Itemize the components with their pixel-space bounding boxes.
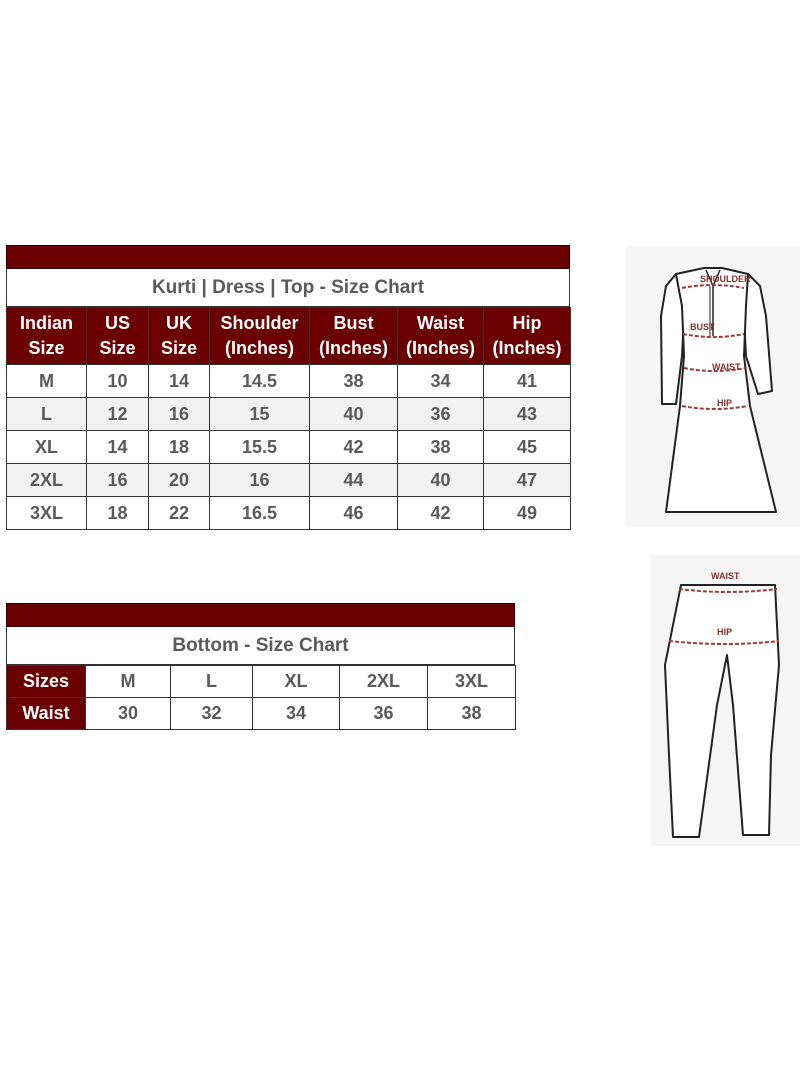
table-cell: 38 [398, 431, 484, 464]
table-cell: 22 [149, 497, 210, 530]
bottom-size-table [6, 665, 516, 730]
kurti-outline-icon [626, 246, 800, 527]
table-cell: 14.5 [210, 365, 310, 398]
table-cell: 3XL [428, 666, 516, 698]
table-cell: 3XL [7, 497, 87, 530]
table-cell: L [171, 666, 253, 698]
table-cell: 44 [310, 464, 398, 497]
table-row [7, 464, 571, 497]
table-cell: 20 [149, 464, 210, 497]
table-cell: 34 [253, 698, 340, 730]
table-cell: 47 [484, 464, 571, 497]
table-cell: 30 [86, 698, 171, 730]
table-cell: 16 [87, 464, 149, 497]
header-indian-size: Indian Size [7, 308, 87, 365]
table-cell: 32 [171, 698, 253, 730]
header-uk-size: UK Size [149, 308, 210, 365]
table-cell: 38 [310, 365, 398, 398]
bottom-chart-top-bar [6, 603, 515, 627]
table-cell: 49 [484, 497, 571, 530]
table-row [7, 365, 571, 398]
table-cell: 34 [398, 365, 484, 398]
table-cell: 15.5 [210, 431, 310, 464]
table-row [7, 497, 571, 530]
table-row [7, 431, 571, 464]
table-cell: 46 [310, 497, 398, 530]
table-cell: 2XL [7, 464, 87, 497]
table-cell: 14 [149, 365, 210, 398]
table-cell: 42 [310, 431, 398, 464]
table-cell: 14 [87, 431, 149, 464]
kurti-size-table [6, 307, 571, 530]
table-cell: 43 [484, 398, 571, 431]
table-cell: L [7, 398, 87, 431]
table-cell: M [7, 365, 87, 398]
table-cell: 42 [398, 497, 484, 530]
table-cell: 10 [87, 365, 149, 398]
pants-measurement-illustration [651, 555, 800, 846]
header-hip: Hip (Inches) [484, 308, 571, 365]
table-cell: 36 [398, 398, 484, 431]
header-shoulder: Shoulder (Inches) [210, 308, 310, 365]
table-cell: 45 [484, 431, 571, 464]
table-cell: XL [253, 666, 340, 698]
kurti-header-row [7, 308, 571, 365]
waist-label: Waist [7, 698, 86, 730]
table-cell: XL [7, 431, 87, 464]
bottom-size-chart [6, 603, 515, 730]
header-waist: Waist (Inches) [398, 308, 484, 365]
table-cell: 12 [87, 398, 149, 431]
table-cell: 36 [340, 698, 428, 730]
table-row [7, 666, 516, 698]
kurti-measurement-illustration [626, 246, 800, 527]
label-bust: BUST [690, 322, 715, 332]
table-cell: 18 [87, 497, 149, 530]
table-cell: 40 [398, 464, 484, 497]
label-shoulder: SHOULDER [700, 274, 751, 284]
label-pants-hip: HIP [717, 627, 733, 637]
table-cell: 16 [149, 398, 210, 431]
bottom-chart-title: Bottom - Size Chart [6, 627, 515, 665]
header-us-size: US Size [87, 308, 149, 365]
table-row [7, 398, 571, 431]
kurti-size-chart [6, 245, 570, 530]
table-cell: 2XL [340, 666, 428, 698]
table-cell: 41 [484, 365, 571, 398]
table-cell: 16 [210, 464, 310, 497]
header-bust: Bust (Inches) [310, 308, 398, 365]
kurti-chart-top-bar [6, 245, 570, 269]
label-hip: HIP [717, 398, 733, 408]
table-row [7, 698, 516, 730]
table-cell: 16.5 [210, 497, 310, 530]
table-cell: M [86, 666, 171, 698]
label-waist: WAIST [712, 362, 741, 372]
kurti-chart-title: Kurti | Dress | Top - Size Chart [6, 269, 570, 307]
sizes-label: Sizes [7, 666, 86, 698]
table-cell: 38 [428, 698, 516, 730]
table-cell: 40 [310, 398, 398, 431]
table-cell: 18 [149, 431, 210, 464]
label-pants-waist: WAIST [711, 571, 740, 581]
pants-outline-icon [651, 555, 800, 846]
table-cell: 15 [210, 398, 310, 431]
